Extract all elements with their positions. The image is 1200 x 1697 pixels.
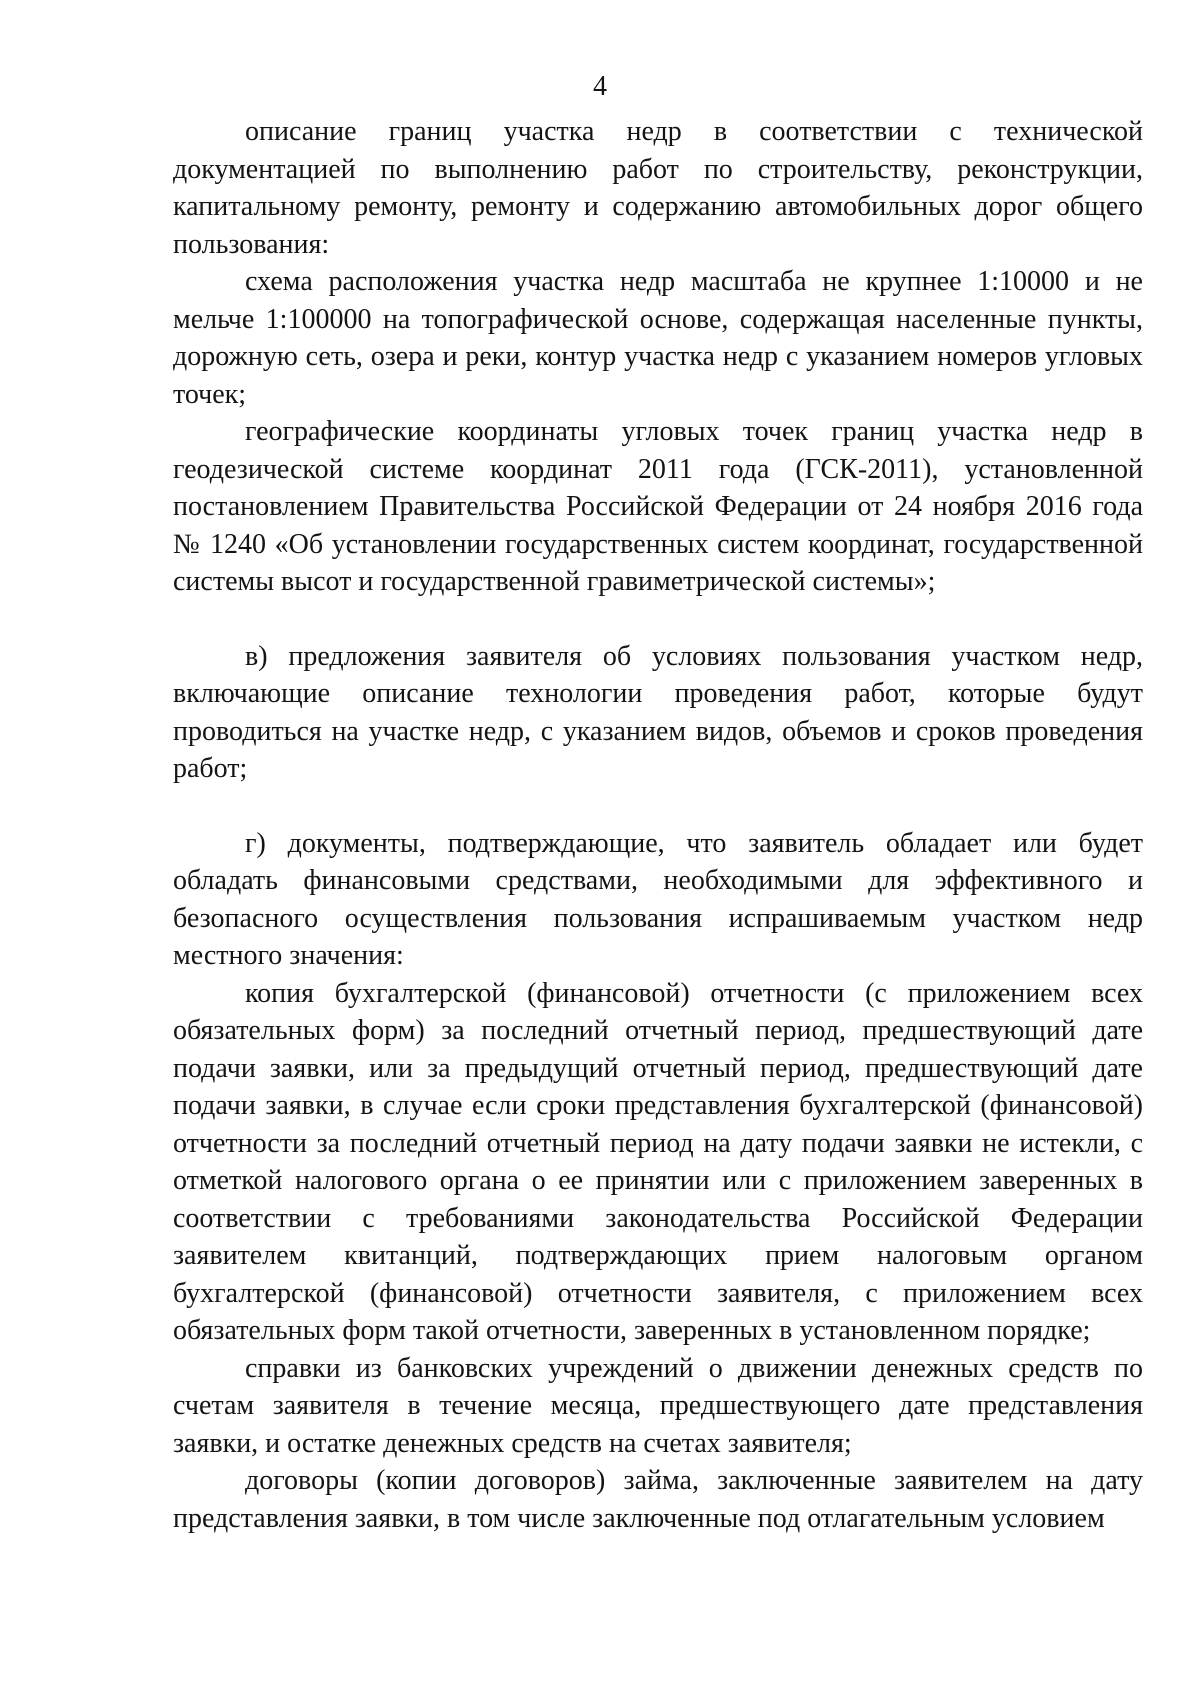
paragraph-accounting-statements: копия бухгалтерской (финансовой) отчетности (с приложением всех обязательных форм) за последний отчетный период, предшествующий дате подачи заявки, или за предыдущий отчетный период, предшествующий дате подачи заявки, в случае если сроки представления бухгалтерской (финансовой) отчетности за последний отчетный период на дату подачи заявки не истекли, с отметкой налогового органа о ее принятии или с приложением заверенных в соответствии с требованиями законодательства Российской Федерации заявителем квитанций, подтверждающих прием налоговым органом бухгалтерской (финансовой) отчетности заявителя, с приложением всех обязательных форм такой отчетности, заверенных в установленном порядке; [173,977,1143,1346]
paragraph-location-scheme: схема расположения участка недр масштаба не крупнее 1:10000 и не мельче 1:100000 на топографической основе, содержащая населенные пункты, дорожную сеть, озера и реки, контур участка недр с указанием номеров угловых точек; [173,266,1143,410]
paragraph-boundary-description: описание границ участка недр в соответствии с технической документацией по выполнению работ по строительству, реконструкции, капитальному ремонту, ремонту и содержанию автомобильных дорог общего пользования: [173,116,1143,260]
document-body [173,113,1143,1537]
paragraph-bank-statements: справки из банковских учреждений о движении денежных средств по счетам заявителя в течение месяца, предшествующего дате представления заявки, и остатке денежных средств на счетах заявителя; [173,1352,1143,1459]
paragraph-item-v-proposals: в) предложения заявителя об условиях пользования участком недр, включающие описание технологии проведения работ, которые будут проводиться на участке недр, с указанием видов, объемов и сроков проведения работ; [173,640,1143,784]
paragraph-geographic-coordinates: географические координаты угловых точек границ участка недр в геодезической системе координат 2011 года (ГСК-2011), установленной постановлением Правительства Российской Федерации от 24 ноября 2016 года № 1240 «Об установлении государственных систем координат, государственной системы высот и государственной гравиметрической системы»; [173,416,1143,597]
paragraph-item-g-financial-documents: г) документы, подтверждающие, что заявитель обладает или будет обладать финансовыми средствами, необходимыми для эффективного и безопасного осуществления пользования испрашиваемым участком недр местного значения: [173,827,1143,971]
paragraph-loan-agreements: договоры (копии договоров) займа, заключенные заявителем на дату представления заявки, в том числе заключенные под отлагательным условием [173,1465,1143,1534]
page-number: 4 [593,71,607,102]
